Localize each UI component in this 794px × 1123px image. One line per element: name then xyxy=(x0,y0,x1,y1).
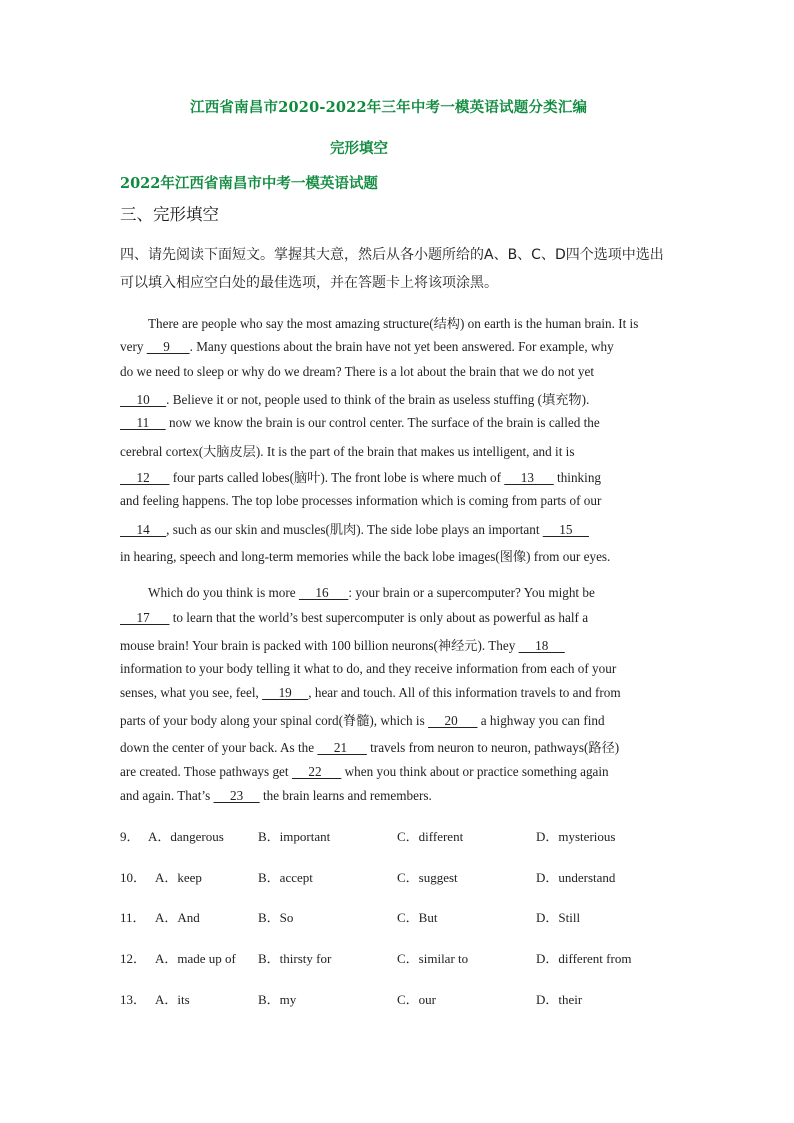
option-b[interactable]: B．important xyxy=(258,829,331,844)
passage-line xyxy=(120,415,600,431)
blank-18: 18 xyxy=(518,638,565,653)
passage-text: . Many questions about the brain have not yet been answered. For example, why xyxy=(189,339,614,354)
option-b[interactable]: B．So xyxy=(258,910,294,925)
passage-line xyxy=(120,764,609,780)
passage-line xyxy=(120,519,589,538)
passage-line: cerebral cortex(大脑皮层). It is the part of the brain that makes us intelligent, and it is xyxy=(120,444,575,459)
option-a[interactable]: A．And xyxy=(155,910,200,925)
blank-21: 21 xyxy=(317,740,367,755)
question-number: 9． xyxy=(120,829,140,844)
passage-text: , such as our skin and muscles(肌肉). The side lobe plays an important xyxy=(166,522,543,537)
option-b[interactable]: B．my xyxy=(258,992,297,1007)
instruction-line: 四、请先阅读下面短文。掌握其大意，然后从各小题所给的A、B、C、D四个选项中选出 xyxy=(120,247,664,263)
blank-16: 16 xyxy=(298,585,349,600)
passage-text: when you think about or practice something again xyxy=(341,764,609,779)
passage-text: senses, what you see, feel, xyxy=(120,685,263,700)
blank-23: 23 xyxy=(213,788,260,803)
passage-line xyxy=(120,389,589,408)
section-heading: 三、完形填空 xyxy=(120,205,219,224)
option-d[interactable]: D．different from xyxy=(536,951,632,966)
option-c[interactable]: C．suggest xyxy=(397,870,458,885)
passage-text: are created. Those pathways get xyxy=(120,764,292,779)
passage-text: travels from neuron to neuron, pathways(路径) xyxy=(366,740,620,755)
question-number: 11． xyxy=(120,910,146,925)
option-d[interactable]: D．mysterious xyxy=(536,829,616,844)
passage-line xyxy=(148,585,595,601)
option-c[interactable]: C．our xyxy=(397,992,437,1007)
passage-text: , hear and touch. All of this information travels to and from xyxy=(308,685,621,700)
passage-line xyxy=(120,339,614,355)
passage-line: in hearing, speech and long-term memories while the back lobe images(图像) from our eyes. xyxy=(120,549,611,564)
blank-14: 14 xyxy=(120,522,167,537)
passage-text: to learn that the world’s best supercomputer is only about as powerful as half a xyxy=(169,610,589,625)
passage-text: parts of your body along your spinal cord(脊髓), which is xyxy=(120,713,429,728)
passage-line xyxy=(120,467,601,486)
blank-17: 17 xyxy=(120,610,170,625)
passage-text: Which do you think is more xyxy=(148,585,299,600)
blank-20: 20 xyxy=(428,713,478,728)
passage-text: a highway you can find xyxy=(477,713,605,728)
option-b[interactable]: B．thirsty for xyxy=(258,951,332,966)
option-a[interactable]: A．dangerous xyxy=(148,829,224,844)
passage-line xyxy=(120,737,619,756)
passage-line: information to your body telling it what to do, and they receive information from each of your xyxy=(120,661,617,676)
passage-text: the brain learns and remembers. xyxy=(259,788,432,803)
blank-13: 13 xyxy=(504,470,554,485)
option-c[interactable]: C．But xyxy=(397,910,438,925)
instruction-line: 可以填入相应空白处的最佳选项，并在答题卡上将该项涂黑。 xyxy=(120,275,498,291)
blank-12: 12 xyxy=(120,470,170,485)
blank-15: 15 xyxy=(542,522,589,537)
passage-line xyxy=(120,635,565,654)
passage-line: and feeling happens. The top lobe processes information which is coming from parts of our xyxy=(120,493,602,508)
option-d[interactable]: D．Still xyxy=(536,910,581,925)
passage-text: thinking xyxy=(553,470,602,485)
option-b[interactable]: B．accept xyxy=(258,870,313,885)
blank-11: 11 xyxy=(120,415,166,430)
exam-source: 2022年江西省南昌市中考一模英语试题 xyxy=(120,175,378,192)
option-c[interactable]: C．similar to xyxy=(397,951,469,966)
passage-text: four parts called lobes(脑叶). The front lobe is where much of xyxy=(169,470,505,485)
passage-line xyxy=(120,710,605,729)
question-number: 13． xyxy=(120,992,147,1007)
passage-text: down the center of your back. As the xyxy=(120,740,318,755)
doc-title: 江西省南昌市2020-2022年三年中考一模英语试题分类汇编 xyxy=(190,99,588,116)
passage-text: mouse brain! Your brain is packed with 100 billion neurons(神经元). They xyxy=(120,638,519,653)
passage-line: There are people who say the most amazing structure(结构) on earth is the human brain. It is xyxy=(148,316,639,331)
passage-text: and again. That’s xyxy=(120,788,214,803)
passage-text: very xyxy=(120,339,147,354)
blank-10: 10 xyxy=(120,392,167,407)
passage-text: now we know the brain is our control center. The surface of the brain is called the xyxy=(165,415,600,430)
passage-line xyxy=(120,788,432,804)
option-c[interactable]: C．different xyxy=(397,829,464,844)
question-number: 12． xyxy=(120,951,147,966)
option-a[interactable]: A．its xyxy=(155,992,190,1007)
passage-line xyxy=(120,685,621,701)
question-number: 10． xyxy=(120,870,147,885)
passage-text: . Believe it or not, people used to think of the brain as useless stuffing (填充物). xyxy=(166,392,590,407)
doc-subtitle: 完形填空 xyxy=(330,140,388,157)
blank-9: 9 xyxy=(146,339,190,354)
passage-line xyxy=(120,610,588,626)
passage-line: do we need to sleep or why do we dream? There is a lot about the brain that we do not yet xyxy=(120,364,594,379)
passage-text: : your brain or a supercomputer? You might be xyxy=(348,585,595,600)
option-d[interactable]: D．understand xyxy=(536,870,616,885)
option-a[interactable]: A．keep xyxy=(155,870,202,885)
option-a[interactable]: A．made up of xyxy=(155,951,236,966)
blank-19: 19 xyxy=(262,685,309,700)
option-d[interactable]: D．their xyxy=(536,992,583,1007)
blank-22: 22 xyxy=(291,764,342,779)
